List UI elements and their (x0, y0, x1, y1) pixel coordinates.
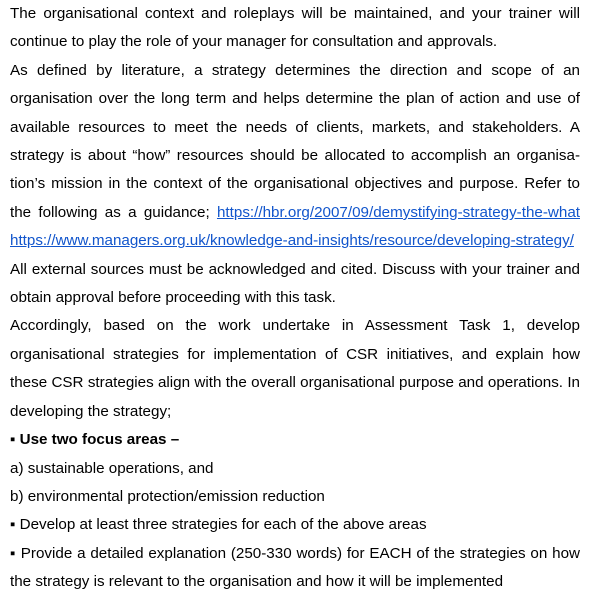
focus-areas-bullet: ▪ Use two focus areas – (10, 431, 180, 449)
external-sources-text: All external sources must be acknowledged and cited. Discuss with your trainer and obtain approval before proceeding with this task. (10, 260, 580, 307)
strategy-definition-paragraph (10, 57, 580, 313)
strategies-count-bullet: ▪ Develop at least three strategies for each of the above areas (10, 516, 427, 534)
document-body (10, 0, 580, 597)
explanation-bullet: ▪ Provide a detailed explanation (250-330 words) for EACH of the strategies on how the strategy is relevant to the organisation and how it will be implemented (10, 544, 580, 591)
intro-paragraph: The organisational context and roleplays will be maintained, and your trainer will continue to play the role of your manager for consultation and approvals. (10, 5, 580, 51)
focus-area-b: b) environmental protection/emission reduction (10, 487, 325, 505)
task-paragraph: Accordingly, based on the work undertake in Assessment Task 1, develop organisational strategies for implementation of CSR initiatives, and explain how these CSR strategies align with the overall organisational purpose and operations. In developing the strategy; (10, 317, 580, 420)
hbr-link[interactable]: https://hbr.org/2007/09/demystifying-strategy-the-what (216, 203, 580, 221)
strategy-definition-text: As defined by literature, a strategy determines the direction and scope of an organisation over the long term and helps determine the plan of action and use of available resources to meet the needs of clients, markets, and stakeholders. A strategy is about “how” resources should be allocated to accomplish an organisa-tion’s mission in the context of the organisational objectives and purpose. Refer to the following as a guidance; (10, 61, 580, 221)
managers-link[interactable]: https://www.managers.org.uk/knowledge-and-insights/resource/developing-strategy/ (10, 232, 574, 250)
focus-area-a: a) sustainable operations, and (10, 459, 214, 477)
